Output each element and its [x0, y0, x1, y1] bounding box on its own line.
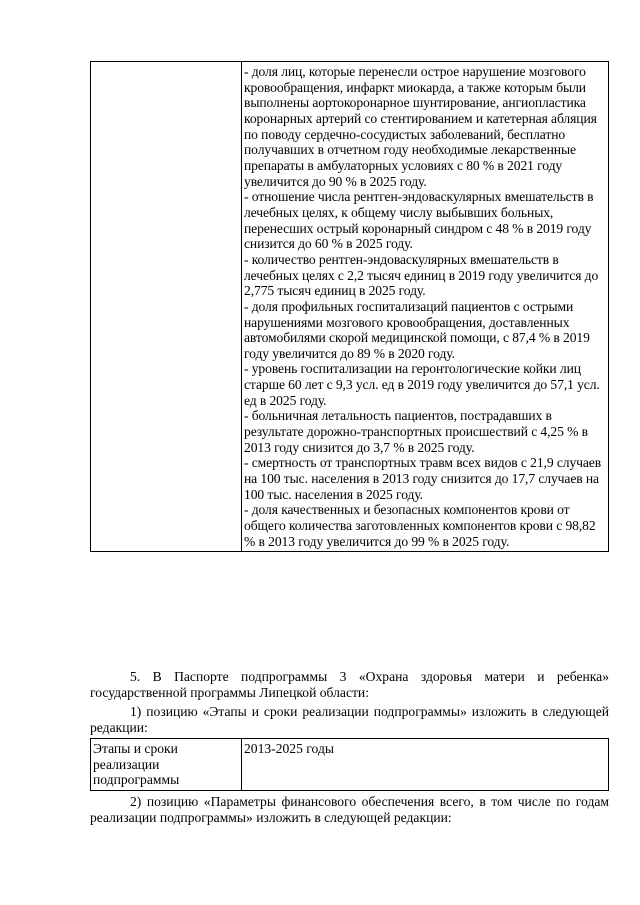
paragraph-5 [90, 669, 609, 700]
table-row [91, 739, 609, 791]
indicator-item: - доля лиц, которые перенесли острое нарушение мозгового кровообращения, инфаркт миокарда, а также которым были выполнены аортокоронарное шунтирование, ангиопластика коронарных артерий со стентированием и катетерная абляция по поводу сердечно-сосудистых заболеваний, бесплатно получавших в отчетном году необходимые лекарственные препараты в амбулаторных условиях с 80 % в 2021 году увеличится до 90 % в 2025 году. [244, 64, 597, 189]
indicator-item: - доля профильных госпитализаций пациентов с острыми нарушениями мозгового кровообращения, доставленных автомобилями скорой медицинской помощи, с 87,4 % в 2019 году увеличится до 89 % в 2020 году. [244, 298, 590, 361]
indicators-table [90, 61, 609, 552]
indicator-item: - доля качественных и безопасных компонентов крови от общего количества заготовленных компонентов крови с 98,82 % в 2013 году увеличится до 99 % в 2025 году. [244, 502, 596, 549]
stages-label-cell: Этапы и сроки реализации подпрограммы [91, 739, 242, 791]
indicator-item: - смертность от транспортных травм всех видов с 21,9 случаев на 100 тыс. населения в 2013 году снизится до 17,7 случаев на 100 тыс. населения в 2025 году. [244, 455, 602, 502]
indicator-item: - больничная летальность пациентов, пострадавших в результате дорожно-транспортных происшествий с 4,25 % в 2013 году снизится до 3,7 % в 2025 году. [244, 408, 588, 455]
table-row [91, 62, 609, 552]
indicators-cell [242, 62, 609, 552]
stages-value-cell: 2013-2025 годы [242, 739, 609, 791]
stages-table [90, 738, 609, 791]
indicator-item: - уровень госпитализации на геронтологические койки лиц старше 60 лет с 9,3 усл. ед в 2019 году увеличится до 57,1 усл. ед в 2025 году. [244, 361, 600, 408]
empty-label-cell [91, 62, 242, 552]
paragraph-text: 5. В Паспорте подпрограммы 3 «Охрана здоровья матери и ребенка» государственной программы Липецкой области: [90, 669, 609, 700]
paragraph-text: 1) позицию «Этапы и сроки реализации подпрограммы» изложить в следующей редакции: [90, 704, 609, 735]
paragraph-text: 2) позицию «Параметры финансового обеспечения всего, в том числе по годам реализации подпрограммы» изложить в следующей редакции: [90, 794, 609, 825]
paragraph-5-2 [90, 794, 609, 825]
indicator-item: - отношение числа рентген-эндоваскулярных вмешательств в лечебных целях, к общему числу выбывших больных, перенесших острый коронарный синдром с 48 % в 2019 году снизится до 60 % в 2025 году. [244, 189, 594, 252]
indicator-item: - количество рентген-эндоваскулярных вмешательств в лечебных целях с 2,2 тысяч единиц в 2019 году увеличится до 2,775 тысяч единиц в 2025 году. [244, 251, 599, 299]
paragraph-5-1 [90, 704, 609, 735]
